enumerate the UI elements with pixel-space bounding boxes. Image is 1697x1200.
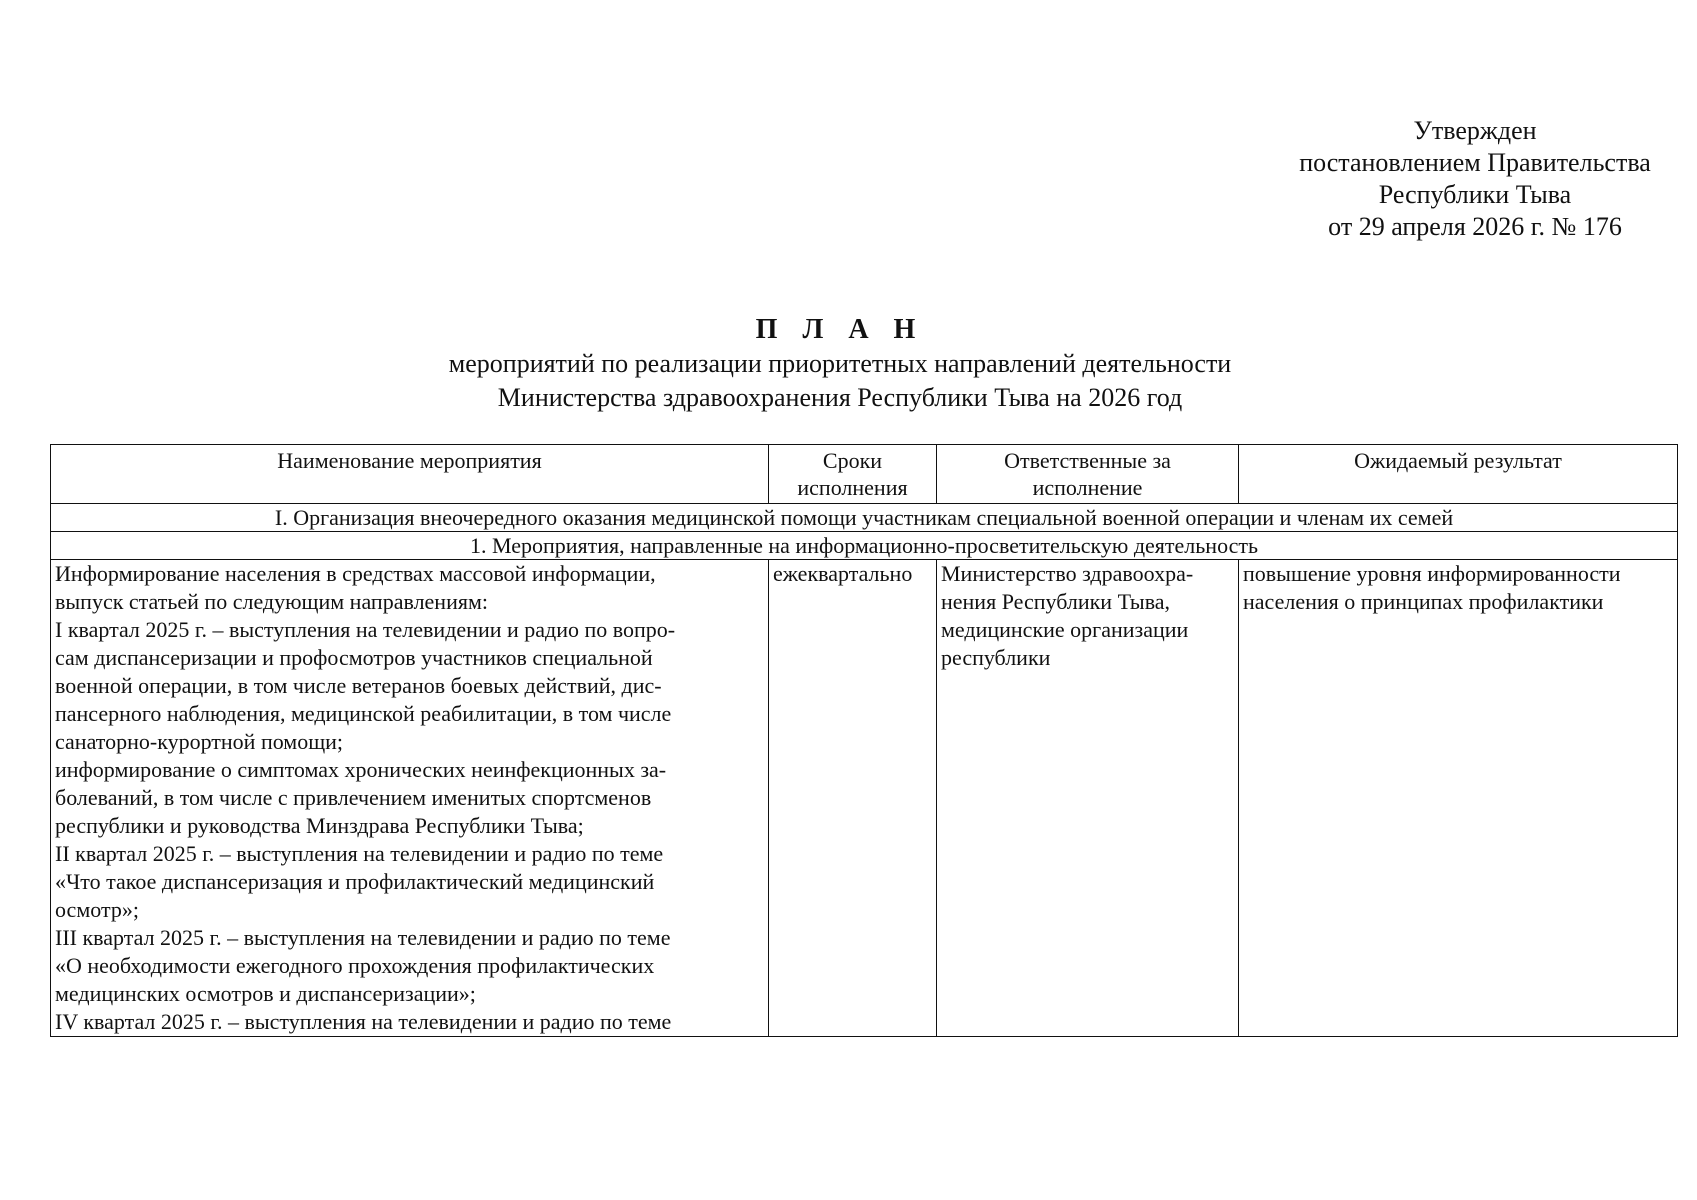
header-result: Ожидаемый результат (1239, 445, 1678, 504)
plan-heading (380, 313, 1300, 415)
approval-block (1260, 115, 1690, 243)
approval-line: от 29 апреля 2026 г. № 176 (1328, 212, 1622, 241)
plan-subtitle-line: Министерства здравоохранения Республики Тыва на 2026 год (497, 383, 1183, 412)
approval-line: Утвержден (1413, 116, 1537, 145)
section-title: I. Организация внеочередного оказания медицинской помощи участникам специальной военной операции и членам их семей (51, 504, 1678, 532)
subsection-row (51, 532, 1678, 560)
plan-table (50, 444, 1678, 1037)
term-cell: ежеквартально (769, 560, 937, 1037)
plan-title: П Л А Н (755, 314, 925, 345)
table-header-row (51, 445, 1678, 504)
header-responsible: Ответственные за исполнение (937, 445, 1239, 504)
approval-line: постановлением Правительства (1299, 148, 1651, 177)
approval-line: Республики Тыва (1378, 180, 1572, 209)
result-cell: повышение уровня информированности населения о принципах профилактики (1239, 560, 1678, 1037)
activity-cell: Информирование населения в средствах массовой информации, выпуск статьей по следующим направлениям: I квартал 2025 г. – выступления на телевидении и радио по вопро- сам диспансеризации и профосмотров участников специальной военной операции, в том числе ветеранов боевых действий, дис- пансерного наблюдения, медицинской реабилитации, в том числе санаторно-курортной помощи; информирование о симптомах хронических неинфекционных за- болеваний, в том числе с привлечением именитых спортсменов республики и руководства Минздрава Республики Тыва; II квартал 2025 г. – выступления на телевидении и радио по теме «Что такое диспансеризация и профилактический медицинский осмотр»; III квартал 2025 г. – выступления на телевидении и радио по теме «О необходимости ежегодного прохождения профилактических медицинских осмотров и диспансеризации»; IV квартал 2025 г. – выступления на телевидении и радио по теме (51, 560, 769, 1037)
plan-subtitle-line: мероприятий по реализации приоритетных направлений деятельности (448, 349, 1232, 378)
section-row (51, 504, 1678, 532)
header-terms: Сроки исполнения (769, 445, 937, 504)
responsible-cell: Министерство здравоохра- нения Республики Тыва, медицинские организации республики (937, 560, 1239, 1037)
subsection-title: 1. Мероприятия, направленные на информационно-просветительскую деятельность (51, 532, 1678, 560)
header-name: Наименование мероприятия (51, 445, 769, 504)
table-row (51, 560, 1678, 1037)
